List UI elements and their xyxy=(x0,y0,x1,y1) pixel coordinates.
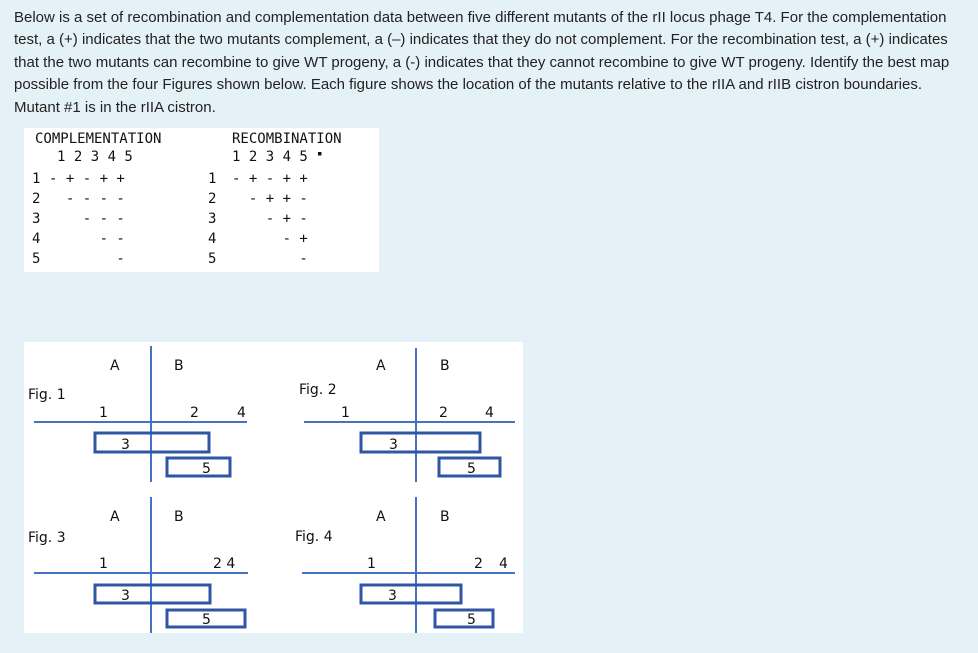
complementation-row-label: 5 xyxy=(32,251,41,267)
fig4-deletion-5-label: 5 xyxy=(467,612,476,628)
fig4-cistron-a-label: A xyxy=(376,509,386,525)
question-text: Below is a set of recombination and complementation data between five different mutants of the rII locus phage T4. For the complementation test, a (+) indicates that the two mutants complement, a (–) indicates that they do not complement. For the recombination test, a (+) indicates that the two mutants can recombine to give WT progeny, a (-) indicates that they cannot recombine to give WT progeny. Identify the best map possible from the four Figures shown below. Each figure shows the location of the mutants relative to the rIIA and rIIB cistron boundaries. Mutant #1 is in the rIIA cistron. xyxy=(14,9,950,116)
complementation-row-entries: - - xyxy=(49,231,125,247)
fig2-deletion-3-box xyxy=(361,433,480,452)
fig3-cistron-a-label: A xyxy=(110,509,120,525)
recombination-row-entries: - + + - xyxy=(232,191,308,207)
complementation-row-label: 2 xyxy=(32,191,41,207)
recombination-row-entries: - + - xyxy=(232,211,308,227)
fig4-deletion-5-box xyxy=(435,610,493,627)
complementation-row-entries: - - - xyxy=(49,211,125,227)
fig1-mutant-2-label: 2 xyxy=(190,405,199,421)
recombination-row-label: 3 xyxy=(208,211,217,227)
fig4-label: Fig. 4 xyxy=(295,529,333,545)
recombination-title: RECOMBINATION xyxy=(232,131,342,147)
complementation-row-label: 1 xyxy=(32,171,41,187)
fig4-deletion-3-label: 3 xyxy=(388,588,397,604)
fig4-cistron-b-label: B xyxy=(440,509,450,525)
fig3-deletion-3-label: 3 xyxy=(121,588,130,604)
fig2-mutant-2-label: 2 xyxy=(439,405,448,421)
complementation-row-label: 3 xyxy=(32,211,41,227)
recombination-header: 1 2 3 4 5 xyxy=(232,149,308,165)
recombination-row-entries: - + - + + xyxy=(232,171,308,187)
fig2-label: Fig. 2 xyxy=(299,382,337,398)
complementation-title: COMPLEMENTATION xyxy=(35,131,162,147)
complementation-row-label: 4 xyxy=(32,231,41,247)
complementation-row-entries: - xyxy=(49,251,125,267)
figures-svg xyxy=(24,342,523,633)
fig4-mutant-1-label: 1 xyxy=(367,556,376,572)
recombination-header-mark: ▪ xyxy=(317,149,323,159)
fig3-cistron-b-label: B xyxy=(174,509,184,525)
fig1-cistron-a-label: A xyxy=(110,358,120,374)
recombination-row-label: 4 xyxy=(208,231,217,247)
complementation-header: 1 2 3 4 5 xyxy=(57,149,133,165)
complementation-row-entries: - + - + + xyxy=(49,171,125,187)
fig3-label: Fig. 3 xyxy=(28,530,66,546)
fig4-mutant-4-label: 4 xyxy=(499,556,508,572)
fig4-deletion-3-box xyxy=(361,585,461,603)
data-table-image xyxy=(24,128,379,272)
fig2-cistron-a-label: A xyxy=(376,358,386,374)
recombination-row-label: 5 xyxy=(208,251,217,267)
fig4-mutant-2-label: 2 xyxy=(474,556,483,572)
fig1-mutant-4-label: 4 xyxy=(237,405,246,421)
recombination-row-entries: - + xyxy=(232,231,308,247)
fig1-deletion-5-label: 5 xyxy=(202,461,211,477)
fig3-mutant-1-label: 1 xyxy=(99,556,108,572)
fig1-deletion-3-label: 3 xyxy=(121,437,130,453)
fig2-mutant-4-label: 4 xyxy=(485,405,494,421)
fig1-deletion-5-box xyxy=(167,458,230,476)
fig3-deletion-3-box xyxy=(95,585,210,603)
figures-image xyxy=(24,342,523,633)
recombination-row-label: 2 xyxy=(208,191,217,207)
fig2-mutant-1-label: 1 xyxy=(341,405,350,421)
fig1-label: Fig. 1 xyxy=(28,387,66,403)
fig2-deletion-5-label: 5 xyxy=(467,461,476,477)
fig1-cistron-b-label: B xyxy=(174,358,184,374)
complementation-row-entries: - - - - xyxy=(49,191,125,207)
recombination-row-label: 1 xyxy=(208,171,217,187)
fig2-deletion-3-label: 3 xyxy=(389,437,398,453)
fig2-cistron-b-label: B xyxy=(440,358,450,374)
recombination-row-entries: - xyxy=(232,251,308,267)
fig3-mutant-2-4-label: 2 4 xyxy=(213,556,236,572)
fig1-mutant-1-label: 1 xyxy=(99,405,108,421)
fig3-deletion-5-label: 5 xyxy=(202,612,211,628)
